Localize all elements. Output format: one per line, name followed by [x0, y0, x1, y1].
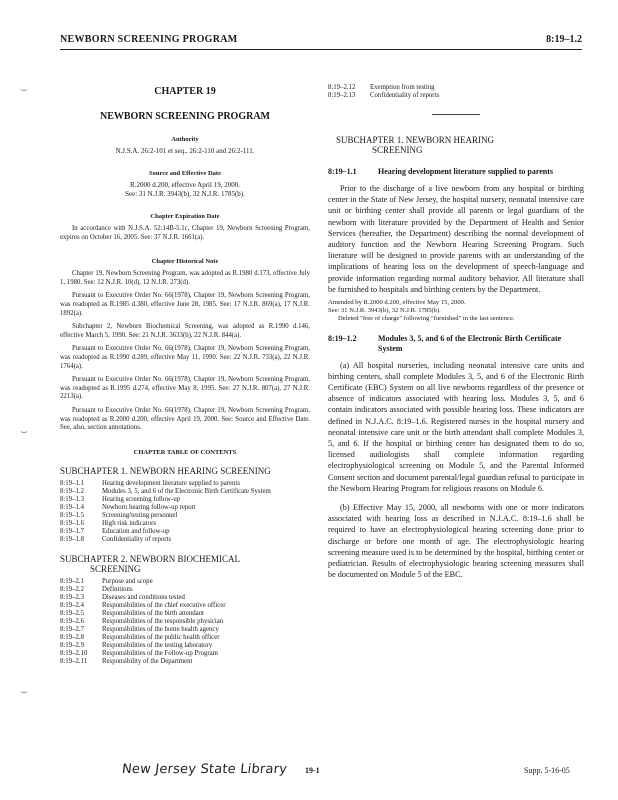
- toc-subchapter-1-list: [60, 480, 271, 544]
- history-paragraph: Chapter 19, Newborn Screening Program, was adopted as R.1980 d.173, effective July 1, 1980. See: 12 N.J.R. 10(d), 12 N.J.R. 273(d).: [60, 270, 310, 286]
- toc-row: 8:19–1.3 Hearing screening follow-up: [60, 495, 181, 503]
- subchapter-1-heading: [328, 135, 584, 155]
- punch-mark: ⌣: [20, 424, 28, 438]
- toc-row: 8:19–1.6 High risk indicators: [60, 519, 156, 527]
- section-1-1-amendment: [328, 299, 584, 324]
- subchapter-heading-line: SUBCHAPTER 1. NEWBORN HEARING: [336, 135, 495, 145]
- amendment-line: Deleted "free of charge" following "furnished" in the last sentence.: [338, 315, 515, 323]
- section-1-2-paragraph-b: (b) Effective May 15, 2000, all newborns with one or more indicators associated with hearing loss as described in N.J.A.C. 8:19–1.6 shall be required to have an electrophysiological hearing screening done prior to discharge or before one month of age. The electrophysiologic hearing screening measure used is to be determined by the hospital, birthing center or pediatrician. Results of electrophysiologic hearing screening measures shall be documented on Module 5 of the EBC.: [328, 503, 584, 580]
- toc-row: 8:19–1.2 Modules 3, 5, and 6 of the Electronic Birth Certificate System: [60, 487, 271, 495]
- section-divider: [432, 114, 480, 115]
- toc-subchapter-1: SUBCHAPTER 1. NEWBORN HEARING SCREENING: [60, 465, 271, 476]
- history-paragraph: Pursuant to Executive Order No. 66(1978), Chapter 19, Newborn Screening Program, was readopted as R.1995 d.274, effective May 8, 1995. See: 27 N.J.R. 807(a), 27 N.J.R. 2213(a).: [60, 376, 310, 401]
- source-line: R.2000 d.200, effective April 19, 2000.: [130, 181, 240, 189]
- section-heading: Hearing development literature supplied to parents: [378, 167, 554, 176]
- chapter-number: CHAPTER 19: [154, 86, 216, 97]
- supplement-date: Supp. 5-16-05: [524, 766, 570, 775]
- section-heading: Modules 3, 5, and 6 of the Electronic Birth Certificate System: [378, 333, 562, 353]
- toc-row: 8:19–2.9 Responsibilities of the testing laboratory: [60, 641, 213, 649]
- section-number: 8:19–1.2: [328, 333, 357, 343]
- toc-row: 8:19–1.7 Education and follow-up: [60, 527, 170, 535]
- header-section: 8:19–1.2: [546, 34, 582, 45]
- source-line: See: 31 N.J.R. 3943(b), 32 N.J.R. 1785(b).: [125, 190, 245, 198]
- toc-row: 8:19–2.13 Confidentiality of reports: [328, 92, 440, 99]
- amendment-line: Amended by R.2000 d.200, effective May 15, 2000.: [328, 299, 466, 307]
- toc-subchapter-2: [60, 554, 310, 574]
- left-column: [60, 60, 310, 666]
- subchapter-heading-line: SCREENING: [372, 145, 423, 155]
- toc-row: 8:19–2.8 Responsibilities of the public health officer: [60, 633, 220, 641]
- toc-row: 8:19–1.5 Screening/testing personnel: [60, 511, 178, 519]
- toc-row: 8:19–2.3 Diseases and conditions tested: [60, 593, 185, 601]
- toc-subchapter-2-line: SCREENING: [90, 563, 141, 574]
- authority-text: N.J.S.A. 26:2-101 et seq., 26:2-110 and 26:2-111.: [115, 147, 255, 155]
- toc-row: 8:19–1.4 Newborn hearing follow-up report: [60, 503, 196, 511]
- toc-row: 8:19–1.8 Confidentiality of reports: [60, 535, 172, 543]
- toc-row: 8:19–2.1 Purpose and scope: [60, 577, 153, 585]
- toc-heading: CHAPTER TABLE OF CONTENTS: [133, 448, 237, 456]
- library-stamp: New Jersey State Library: [121, 762, 288, 777]
- toc-row: 8:19–2.6 Responsibilities of the responsible physician: [60, 617, 224, 625]
- page-number: 19-1: [305, 766, 320, 775]
- punch-mark: ⌣: [20, 82, 28, 96]
- toc-row: 8:19–2.10 Responsibilities of the Follow-up Program: [60, 649, 218, 657]
- source-text: [60, 181, 310, 199]
- expiration-heading: Chapter Expiration Date: [150, 213, 220, 220]
- history-paragraph: Subchapter 2, Newborn Biochemical Screening, was adopted as R.1990 d.146, effective March 5, 1990. See: 21 N.J.R. 3633(b), 22 N.J.R. 844(a).: [60, 323, 310, 339]
- toc-row: 8:19–2.2 Definitions: [60, 585, 133, 593]
- history-paragraph: Pursuant to Executive Order No. 66(1978), Chapter 19, Newborn Screening Program, was readopted as R.2000 d.200, effective April 19, 2000. See: Source and Effective Date. See, also, section annotations.: [60, 406, 310, 432]
- section-1-2-paragraph-a: (a) All hospital nurseries, including neonatal intensive care units and birthing centers, shall complete Modules 3, 5, and 6 of the Electronic Birth Certificate (EBC) System on all live newborns regardless of the presence or absence of indicators associated with hearing loss. Modules 3, 5, and 6 contain indicators associated with possible hearing loss. These indicators are defined in N.J.A.C. 8:19–1.6. Registered nurses in the hospital nursery and neonatal intensive care unit or the birth attendant shall complete Modules 3, 5, and 6. If the hospital or birthing center has designated them to do so, licensed audiologists shall complete information regarding electrophysiological screening on Module 5, and the Parental Informed Consent section and document parental/legal guardian refusal to participate in the Newborn Hearing Program for religious reasons on Module 6.: [328, 360, 584, 493]
- history-paragraph: Pursuant to Executive Order No. 66(1978), Chapter 19, Newborn Screening Program, was readopted as R.1990 d.289, effective May 11, 1990. See: 22 N.J.R. 733(a), 22 N.J.R. 1764(a).: [60, 345, 310, 370]
- source-heading: Source and Effective Date: [149, 170, 221, 177]
- toc-row: 8:19–2.5 Responsibilities of the birth attendant: [60, 609, 204, 617]
- punch-mark: ⌣: [20, 684, 28, 698]
- toc-row: 8:19–2.12 Exemption from testing: [328, 84, 435, 91]
- chapter-title: NEWBORN SCREENING PROGRAM: [99, 111, 270, 122]
- right-column: [328, 84, 584, 581]
- section-1-2-title: [328, 334, 584, 354]
- section-number: 8:19–1.1: [328, 167, 357, 176]
- toc-row: 8:19–2.7 Responsibilities of the home health agency: [60, 625, 219, 633]
- expiration-text: In accordance with N.J.S.A. 52:14B-5.1c, Chapter 19, Newborn Screening Program, expires on October 16, 2005. See: 37 N.J.R. 1661(a).: [60, 225, 310, 241]
- running-header: [60, 34, 582, 48]
- header-rule: [60, 49, 582, 50]
- toc-row: 8:19–2.4 Responsibilities of the chief executive officer: [60, 601, 226, 609]
- toc-continued-list: [328, 84, 439, 100]
- toc-subchapter-2-line: SUBCHAPTER 2. NEWBORN BIOCHEMICAL: [60, 553, 241, 564]
- authority-heading: Authority: [171, 136, 199, 143]
- amendment-line: See: 31 N.J.R. 3943(b), 32 N.J.R. 1785(b).: [328, 307, 441, 315]
- toc-subchapter-2-list: [60, 578, 226, 666]
- section-1-1-title: [328, 167, 584, 177]
- history-paragraph: Pursuant to Executive Order No. 66(1978), Chapter 19, Newborn Screening Program, was readopted as R.1985 d.380, effective June 28, 1985. See: 17 N.J.R. 869(a), 17 N.J.R. 1892(a).: [60, 292, 310, 317]
- header-title: NEWBORN SCREENING PROGRAM: [60, 34, 238, 45]
- history-heading: Chapter Historical Note: [151, 258, 219, 266]
- toc-row: 8:19–1.1 Hearing development literature supplied to parents: [60, 479, 240, 487]
- toc-row: 8:19–2.11 Responsibility of the Department: [60, 657, 193, 665]
- section-1-1-body: Prior to the discharge of a live newborn from any hospital or birthing center in the State of New Jersey, the hospital nursery, neonatal intensive care unit or birthing center shall provide all parents or legal guardians of the newborn with literature provided by the Department of Health and Senior Services (hereafter, the Department) describing the normal development of auditory function and the Newborn Hearing Screening Program. Such literature will be designed to provide parents with an understanding of the implications of hearing loss on the development of speech-language and provide information regarding normal auditory behavior. All literature shall be furnished to hospitals and birthing centers by the Department.: [328, 184, 584, 294]
